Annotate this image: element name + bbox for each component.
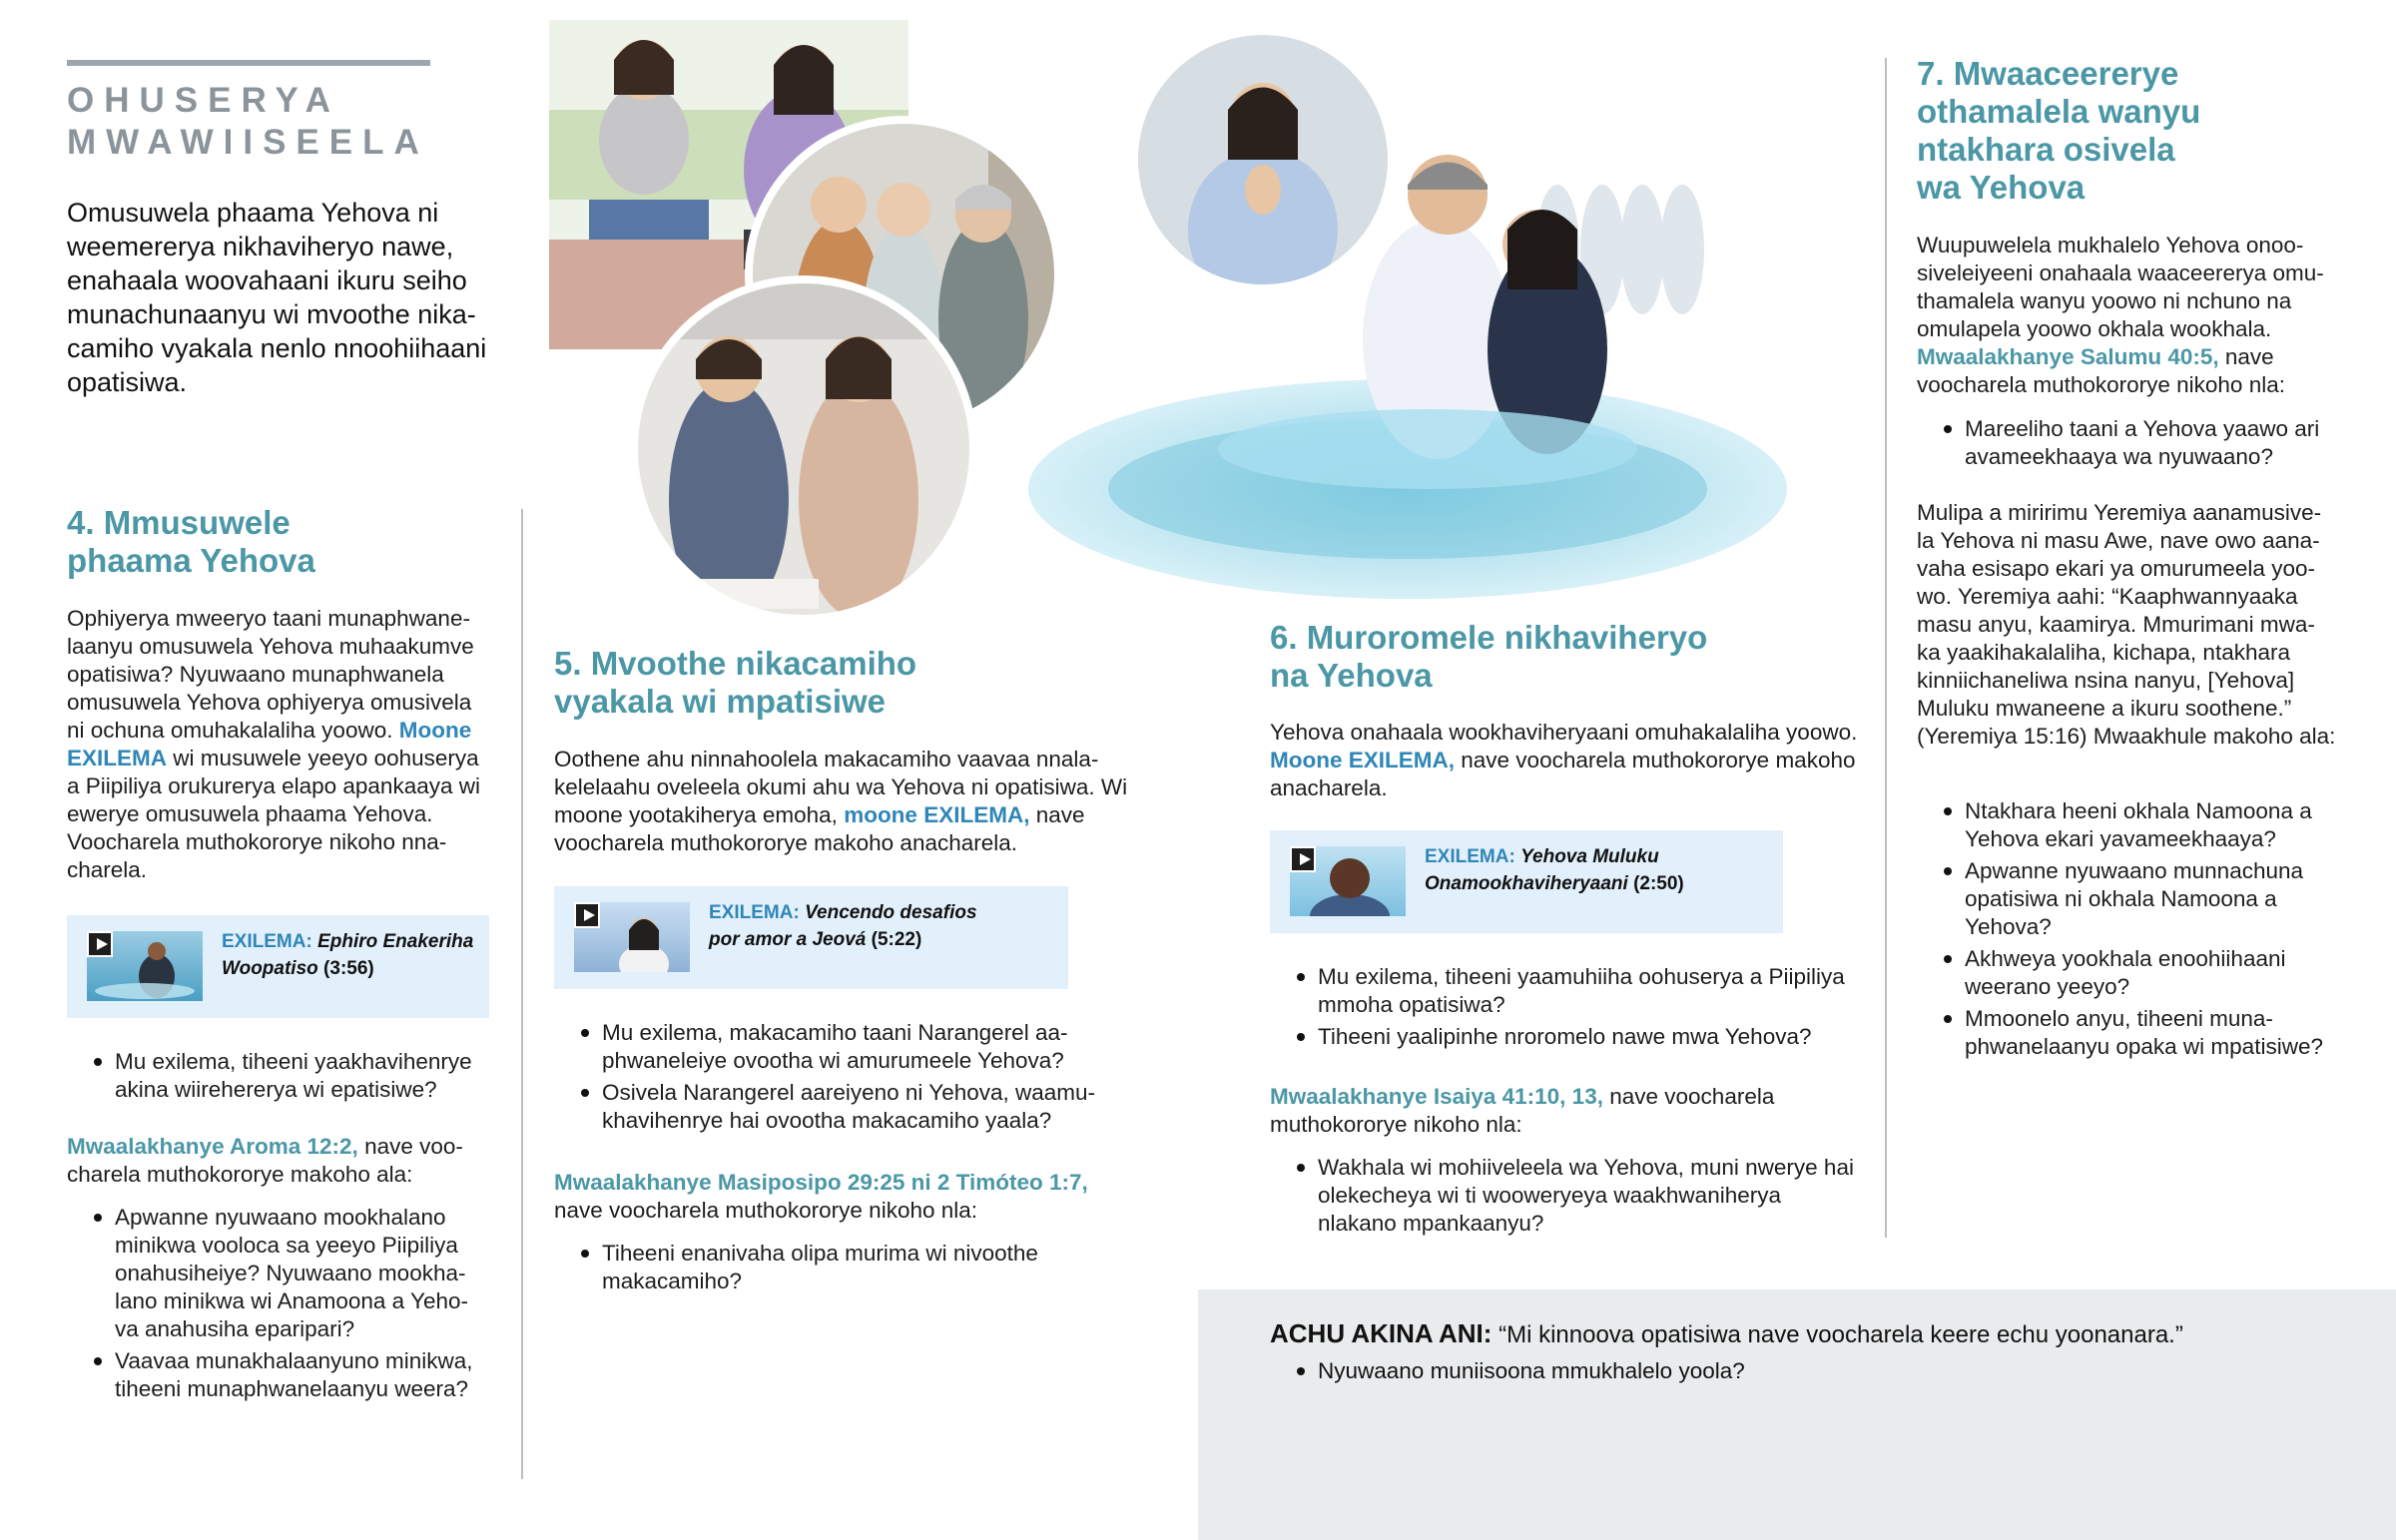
list-item: Mu exilema, makacamiho taani Narangerel aa-phwaneleiye ovootha wi amurumeele Yehova? (554, 1019, 1113, 1075)
section-4-title: 4. Mmusuwele phaama Yehova (67, 504, 315, 579)
praying-woman-image (1128, 30, 1398, 309)
section-6-questions-1 (1270, 963, 1859, 1055)
section-4-video-card[interactable] (67, 915, 489, 1018)
section-6-play-icon[interactable] (1290, 846, 1316, 872)
list-item: Tiheeni yaalipinhe nroromelo nawe mwa Yehova? (1270, 1023, 1859, 1051)
section-6-video-card[interactable] (1270, 830, 1783, 933)
column-divider-1 (521, 509, 523, 1479)
section-6-verse-instruction: Mwaalakhanye Isaiya 41:10, 13, nave voocharela muthokororye nikoho nla: (1270, 1084, 1775, 1137)
list-item: Akhweya yookhala enoohiihaani weerano yeeyo? (1917, 945, 2336, 1001)
section-5-video-link[interactable]: moone EXILEMA, (844, 802, 1030, 827)
kicker-line-1: OHUSERYA (67, 81, 340, 120)
section-4-verse-link[interactable]: Mwaalakhanye Aroma 12:2, (67, 1134, 358, 1159)
section-4-questions-2 (67, 1204, 491, 1407)
section-6-title: 6. Muroromele nikhaviheryo na Yehova (1270, 619, 1708, 694)
section-6-video-title: EXILEMA: Yehova Muluku Onamookhaviheryaani (2:50) (1425, 846, 1684, 894)
section-5-verse-instruction: Mwaalakhanye Masiposipo 29:25 ni 2 Timóteo 1:7, nave voocharela muthokororye nikoho nla: (554, 1170, 1088, 1223)
section-4-play-icon[interactable] (87, 931, 113, 957)
section-6-video-link[interactable]: Moone EXILEMA, (1270, 748, 1455, 772)
section-7-questions-1 (1917, 415, 2336, 475)
section-5-title: 5. Mvoothe nikacamiho vyakala wi mpatisiwe (554, 645, 917, 720)
column-divider-2 (1885, 58, 1887, 1238)
section-5-video-card[interactable] (554, 886, 1068, 989)
section-4-paragraph: Ophiyerya mweeryo taani munaphwane-laanyu omusuwela Yehova muhaakumve opatisiwa? Nyuwaano munaphwanela omusuwela Yehova ophiyerya omusivela ni ochuna omuhakalaliha yoowo. Moone EXILEMA wi musuwele yeeyo oohuserya a Piipiliya orukurerya elapo apankaaya wi ewerye omusuwela phaama Yehova. Voocharela muthokororye nikoho nna-charela. (67, 606, 480, 882)
section-7-verse-link[interactable]: Mwaalakhanye Salumu 40:5, (1917, 344, 2219, 369)
list-item: Osivela Narangerel aareiyeno ni Yehova, waamu-khavihenrye hai ovootha makacamiho yaala? (554, 1079, 1113, 1135)
kicker (67, 80, 466, 164)
baptism-scene-image (1028, 155, 1787, 599)
section-4-verse-instruction: Mwaalakhanye Aroma 12:2, nave voo-charela muthokororye makoho ala: (67, 1134, 463, 1187)
section-7-questions-2 (1917, 797, 2336, 1065)
section-7-paragraph-1: Wuupuwelela mukhalelo Yehova onoo-siveleiyeeni onahaala waaceererya omu-thamalela wanyu yoowo ni nchuno na omulapela yoowo okhala wookhala. Mwaalakhanye Salumu 40:5, nave voocharela muthokororye nikoho nla: (1917, 233, 2324, 397)
achu-label: ACHU AKINA ANI: (1270, 1318, 1493, 1348)
list-item: Apwanne nyuwaano mookhalano minikwa vooloca sa yeeyo Piipiliya onahusiheiye? Nyuwaano mookha-lano minikwa wi Anamoona a Yeho-va anahusiha eparipari? (67, 1204, 491, 1343)
section-5-paragraph: Oothene ahu ninnahoolela makacamiho vaavaa nnala-kelelaahu oveleela okumi ahu wa Yehova ni opatisiwa. Wi moone yootakiherya emoha, moone EXILEMA, nave voocharela muthokororye makoho anacharela. (554, 747, 1128, 855)
section-5-questions-2 (554, 1240, 1093, 1299)
header-rule (67, 60, 430, 66)
illustration (529, 20, 1787, 619)
achu-quote: ACHU AKINA ANI: “Mi kinnoova opatisiwa nave voocharela keere echu yoonanara.” (1270, 1318, 2183, 1348)
list-item: Ntakhara heeni okhala Namoona a Yehova ekari yavameekhaaya? (1917, 797, 2336, 853)
section-6-questions-2 (1270, 1154, 1859, 1242)
list-item: Mu exilema, tiheeni yaakhavihenrye akina wiirehererya wi epatisiwe? (67, 1048, 491, 1104)
list-item: Mu exilema, tiheeni yaamuhiiha oohuserya a Piipiliya mmoha opatisiwa? (1270, 963, 1859, 1019)
section-4-questions-1 (67, 1048, 491, 1108)
section-5-questions-1 (554, 1019, 1113, 1139)
section-7-paragraph-2: Mulipa a miririmu Yeremiya aanamusive-la Yehova ni masu Awe, nave owo aana-vaha esisapo ekari ya omurumeela yoo-wo. Yeremiya aahi: “Kaaphwannyaaka masu anyu, kaamirya. Mmurimani mwa-ka yaakihakalaliha, kichapa, ntakhara kinniichaneliwa nsina nanyu, [Yehova] Muluku mwaneene a ikuru soothene.” (Yeremiya 15:16) Mwaakhule makoho ala: (1917, 500, 2336, 749)
list-item: Mmoonelo anyu, tiheeni muna-phwanelaanyu opaka wi mpatisiwe? (1917, 1005, 2336, 1061)
achu-akina-ani (1270, 1317, 2368, 1389)
list-item: Nyuwaano muniisoona mmukhalelo yoola? (1270, 1357, 2368, 1385)
kicker-line-2: MWAWIISEELA (67, 123, 429, 162)
list-item: Tiheeni enanivaha olipa murima wi nivoothe makacamiho? (554, 1240, 1093, 1295)
list-item: Mareeliho taani a Yehova yaawo ari avameekhaaya wa nyuwaano? (1917, 415, 2336, 471)
section-4-video-link[interactable]: Moone EXILEMA (67, 718, 472, 770)
intro-text: Omusuwela phaama Yehova ni weemererya nikhaviheryo nawe, enahaala woovahaani ikuru seiho munachunaanyu wi mvoothe nika-camiho vyakala nenlo nnoohiihaani opatisiwa. (67, 198, 487, 397)
section-5-video-title: EXILEMA: Vencendo desafios por amor a Jeová (5:22) (709, 902, 977, 950)
section-6-verse-link[interactable]: Mwaalakhanye Isaiya 41:10, 13, (1270, 1084, 1603, 1109)
section-6-paragraph: Yehova onahaala wookhaviheryaani omuhakalaliha yoowo. Moone EXILEMA, nave voocharela muthokororye makoho anacharela. (1270, 720, 1858, 800)
section-7-title: 7. Mwaaceererye othamalela wanyu ntakhara osivela wa Yehova (1917, 55, 2201, 206)
section-4-video-title: EXILEMA: Ephiro Enakeriha Woopatiso (3:56) (222, 931, 474, 979)
achu-questions (1270, 1357, 2368, 1385)
list-item: Vaavaa munakhalaanyuno minikwa, tiheeni munaphwanelaanyu weera? (67, 1347, 491, 1403)
list-item: Apwanne nyuwaano munnachuna opatisiwa ni okhala Namoona a Yehova? (1917, 857, 2336, 941)
section-5-verse-link[interactable]: Mwaalakhanye Masiposipo 29:25 ni 2 Timóteo 1:7, (554, 1170, 1088, 1195)
list-item: Wakhala wi mohiiveleela wa Yehova, muni nwerye hai olekecheya wi ti wooweryeya waakhwaniherya nlakano mpankaanyu? (1270, 1154, 1859, 1238)
section-5-play-icon[interactable] (574, 902, 600, 928)
